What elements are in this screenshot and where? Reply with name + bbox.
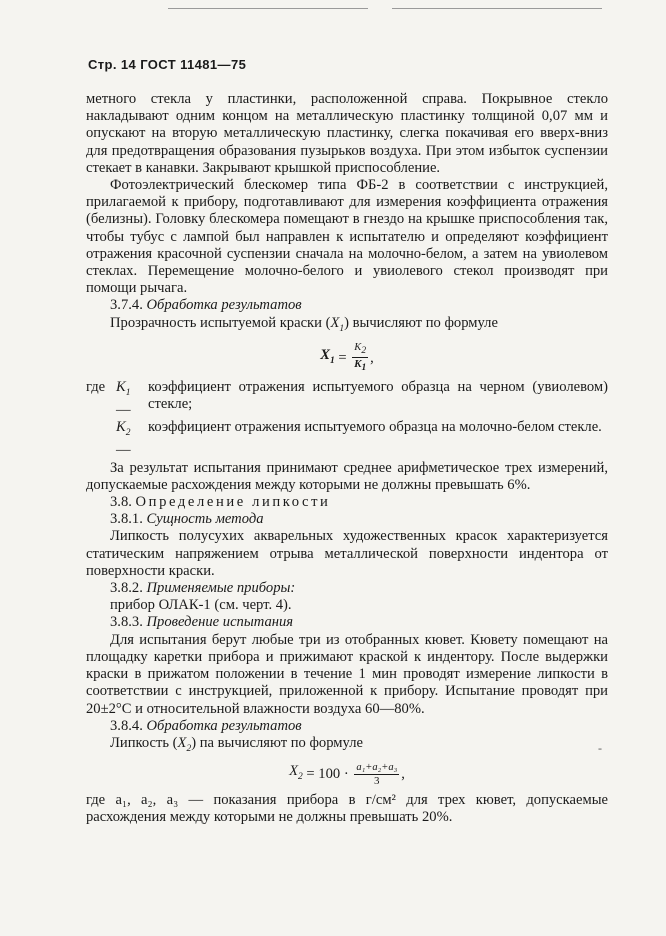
section-number: 3.7.4.	[110, 297, 143, 314]
denominator: $K_1$	[354, 357, 367, 374]
formula-mid: = 100 ·	[302, 766, 353, 783]
text-fragment: Липкость (	[110, 734, 178, 751]
var-x2: $X_2$	[177, 734, 192, 754]
paragraph-2: Фотоэлектрический блескомер типа ФБ-2 в соответствии с инструкцией, прилагаемой к прибору, подготавливают для измерения коэффициента отражения (белизны). Головку блескомера помещают в гнездо на крышке приспособления так, чтобы тубус с лампой был направлен к испытателю и определяют коэффициент отражения красочной суспензии сначала на молочно-белом, а затем на увиолевом стеклах. Перемещение молочно-белого и увиолевого стекол производят при помощи рычага.	[86, 177, 608, 297]
fraction	[354, 762, 399, 788]
paragraph-3	[86, 315, 608, 338]
page-body	[86, 91, 608, 826]
paragraph-9: где a₁, a₂, a₃ — показания прибора в г/см² для трех кювет, допускаемые расхождения между которыми не должны превышать 20%.	[86, 792, 608, 826]
text-fragment: ) па вычисляют по формуле	[191, 734, 363, 751]
section-title: Сущность метода	[146, 511, 264, 528]
page-header: Стр. 14 ГОСТ 11481—75	[88, 57, 247, 72]
paragraph-5: Липкость полусухих акварельных художественных красок характеризуется статическим напряжением отрыва металлической поверхности индентора от поверхности краски.	[86, 528, 608, 579]
section-number: 3.8.2.	[110, 580, 143, 597]
var-x1: $X_1$	[330, 314, 345, 334]
text-fragment: ) вычисляют по формуле	[344, 314, 498, 331]
section-number: 3.8.	[110, 494, 132, 511]
symbol-k2: $K_2$ —	[116, 419, 131, 459]
section-3-8-1	[86, 511, 608, 528]
section-number: 3.8.1.	[110, 511, 143, 528]
denominator: 3	[374, 775, 380, 788]
definition-k2	[86, 419, 608, 459]
top-rule-right	[392, 8, 602, 9]
definition-k1	[86, 379, 608, 419]
formula-lhs: $X_1$	[320, 346, 335, 366]
section-title: Обработка результатов	[146, 297, 302, 314]
formula-2	[86, 762, 608, 788]
section-title: Проведение испытания	[146, 614, 294, 631]
section-3-8	[86, 494, 608, 511]
top-rule-left	[168, 8, 368, 9]
section-title: Применяемые приборы:	[146, 580, 296, 597]
section-3-7-4	[86, 297, 608, 314]
comma: ,	[370, 349, 374, 366]
section-title: Определение липкости	[135, 494, 331, 511]
paragraph-4: За результат испытания принимают среднее арифметическое трех измерений, допускаемые расхождения между которыми не должны превышать 6%.	[86, 459, 608, 493]
paragraph-1: метного стекла у пластинки, расположенной справа. Покрывное стекло накладывают одним концом на металлическую пластинку толщиной 0,07 мм и опускают на вторую металлическую пластинку, слегка покачивая его вверх-вниз для предотвращения образования пузырьков воздуха. При этом избыток суспензии стекает в канавки. Закрывают крышкой приспособление.	[86, 91, 608, 176]
fraction	[352, 342, 368, 375]
text-fragment: Прозрачность испытуемой краски (	[110, 314, 331, 331]
definition-text: коэффициент отражения испытуемого образца на черном (увиолевом) стекле;	[148, 379, 608, 413]
comma: ,	[401, 766, 405, 783]
symbol-k1: $K_1$ —	[116, 379, 131, 419]
paragraph-7: Для испытания берут любые три из отобранных кювет. Кювету помещают на площадку каретки прибора и прижимают краской к индентору. После выдержки краски в прижатом положении в течение 1 мин проводят измерение липкости в соответствии с инструкцией, приложенной к прибору. Испытание проводят при 20±2°С и относительной влажности воздуха 60—80%.	[86, 631, 608, 717]
equals-sign: =	[334, 349, 351, 366]
numerator: $K_2$	[354, 341, 367, 356]
where-label: где	[86, 379, 106, 396]
section-3-8-4	[86, 718, 608, 735]
formula-lhs: $X_2$	[289, 763, 303, 783]
section-3-8-3	[86, 614, 608, 631]
section-number: 3.8.3.	[110, 614, 143, 631]
section-number: 3.8.4.	[110, 717, 143, 734]
formula-1	[86, 342, 608, 375]
section-title: Обработка результатов	[146, 717, 302, 734]
definition-text: коэффициент отражения испытуемого образца на молочно-белом стекле.	[148, 419, 602, 436]
margin-mark: -	[598, 741, 602, 755]
numerator: a₁+a₂+a₃	[356, 762, 398, 774]
paragraph-8	[86, 735, 608, 758]
section-3-8-2	[86, 580, 608, 597]
paragraph-6: прибор ОЛАК-1 (см. черт. 4).	[110, 597, 292, 614]
